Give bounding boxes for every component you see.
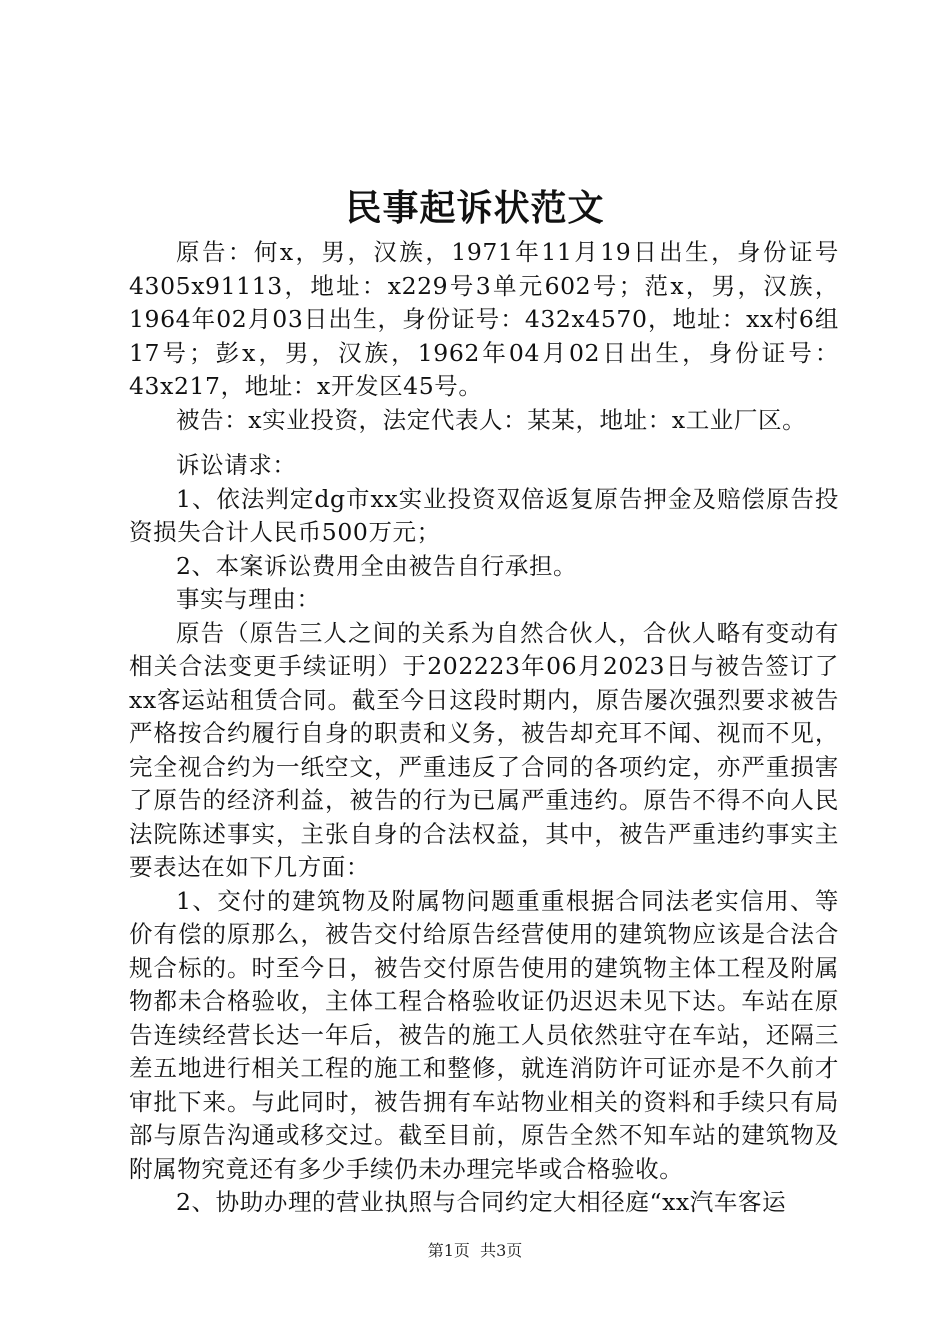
paragraph-facts-intro: 原告（原告三人之间的关系为自然合伙人，合伙人略有变动有相关合法变更手续证明）于202223年06月2023日与被告签订了xx客运站租赁合同。截至今日这段时期内，原告屡次强烈要求被告严格按合约履行自身的职责和义务，被告却充耳不闻、视而不见，完全视合约为一纸空文，严重违反了合同的各项约定，亦严重损害了原告的经济利益，被告的行为已属严重违约。原告不得不向人民法院陈述事实，主张自身的合法权益，其中，被告严重违约事实主要表达在如下几方面： bbox=[129, 618, 839, 881]
paragraph-fact-1: 1、交付的建筑物及附属物问题重重根据合同法老实信用、等价有偿的原那么，被告交付给原告经营使用的建筑物应该是合法合规合标的。时至今日，被告交付原告使用的建筑物主体工程及附属物都未合格验收，主体工程合格验收证仍迟迟未见下达。车站在原告连续经营长达一年后，被告的施工人员依然驻守在车站，还隔三差五地进行相关工程的施工和整修，就连消防许可证亦是不久前才审批下来。与此同时，被告拥有车站物业相关的资料和手续只有局部与原告沟通或移交过。截至目前，原告全然不知车站的建筑物及附属物究竟还有多少手续仍未办理完毕或合格验收。 bbox=[129, 886, 839, 1183]
paragraph-claim-2: 2、本案诉讼费用全由被告自行承担。 bbox=[176, 551, 578, 580]
document-title: 民事起诉状范文 bbox=[345, 187, 605, 229]
page-number-footer: 第1页 共3页 bbox=[427, 1241, 523, 1260]
paragraph-facts-heading: 事实与理由： bbox=[176, 585, 321, 613]
paragraph-claim-1: 1、依法判定dg市xx实业投资双倍返复原告押金及赔偿原告投资损失合计人民币500万元； bbox=[129, 484, 839, 546]
paragraph-plaintiffs: 原告：何x，男，汉族，1971年11月19日出生，身份证号4305x91113，地址：x229号3单元602号；范x，男，汉族，1964年02月03日出生，身份证号：432x4570，地址：xx村6组17号；彭x，男，汉族，1962年04月02日出生，身份证号：43x217，地址：x开发区45号。 bbox=[129, 238, 839, 400]
paragraph-defendant: 被告：x实业投资，法定代表人：某某，地址：x工业厂区。 bbox=[176, 405, 807, 434]
paragraph-claims-heading: 诉讼请求： bbox=[176, 451, 297, 479]
paragraph-fact-2: 2、协助办理的营业执照与合同约定大相径庭“xx汽车客运 bbox=[176, 1188, 787, 1216]
document-body bbox=[129, 236, 839, 1220]
